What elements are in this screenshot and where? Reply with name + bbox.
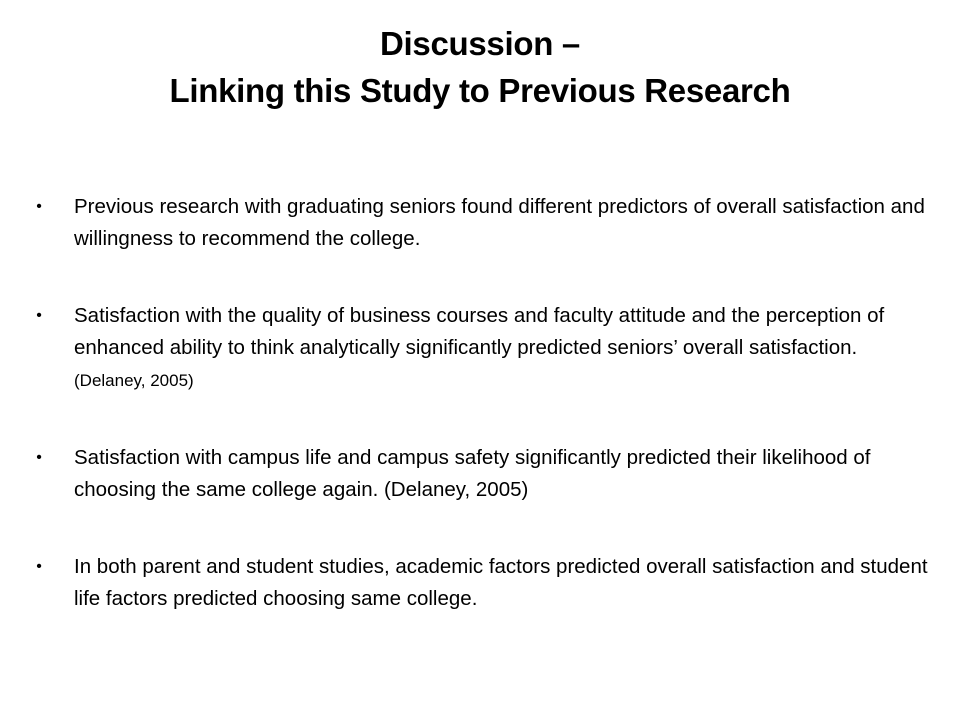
bullet-citation: (Delaney, 2005) [74,371,194,390]
bullet-list [32,191,932,615]
bullet-text: In both parent and student studies, academic factors predicted overall satisfaction and student life factors predicted choosing same college. [74,555,928,610]
bullet-point-icon: • [36,307,42,324]
bullet-item-parent-student-studies [32,551,932,615]
bullet-point-icon: • [36,558,42,575]
bullet-text: Satisfaction with campus life and campus safety significantly predicted their likelihood of choosing the same college again. (Delaney, 2005) [74,446,871,501]
slide-title-line-2: Linking this Study to Previous Research [169,72,791,109]
bullet-text: Satisfaction with the quality of business courses and faculty attitude and the perception of enhanced ability to think analytically significantly predicted seniors’ overall satisfaction. [74,304,885,359]
slide-title-line-1: Discussion – [380,25,580,62]
slide-title [40,20,920,114]
bullet-item-seniors-satisfaction [32,300,932,397]
bullet-point-icon: • [36,449,42,466]
bullet-text: Previous research with graduating seniors found different predictors of overall satisfaction and willingness to recommend the college. [74,195,925,250]
bullet-point-icon: • [36,198,42,215]
bullet-item-previous-research [32,191,932,255]
bullet-item-campus-life [32,442,932,506]
